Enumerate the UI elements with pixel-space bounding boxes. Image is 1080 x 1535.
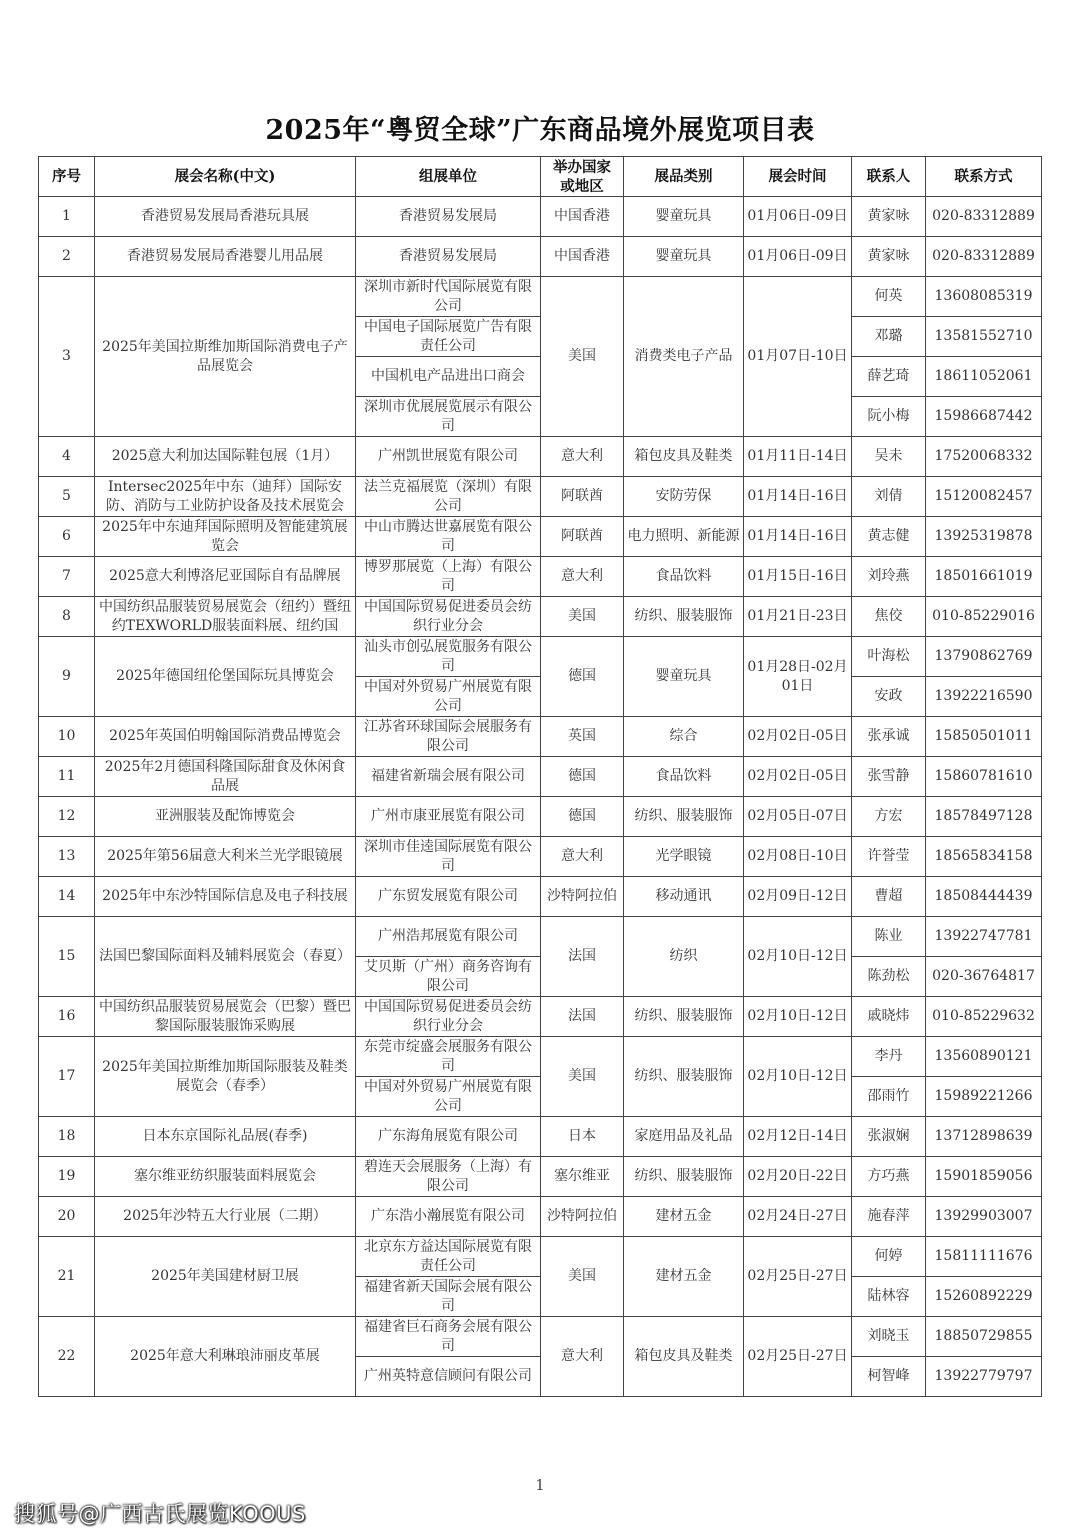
category-cell: 移动通讯 <box>624 877 744 917</box>
category-cell: 消费类电子产品 <box>624 277 744 437</box>
table-row <box>39 877 1042 917</box>
country-cell: 英国 <box>541 717 624 757</box>
header-cell: 联系方式 <box>926 157 1042 197</box>
watermark: 搜狐号@广西古氏展览KOOUS <box>14 1502 306 1526</box>
country-cell: 沙特阿拉伯 <box>541 1197 624 1237</box>
table-row <box>39 597 1042 637</box>
contact-phone-cell: 15850501011 <box>926 717 1042 757</box>
table-row <box>39 277 1042 317</box>
category-cell: 纺织、服装服饰 <box>624 797 744 837</box>
organizer-cell: 中山市腾达世嘉展览有限公司 <box>356 517 541 557</box>
contact-phone-cell: 13922779797 <box>926 1357 1042 1397</box>
exhibition-name-cell: 2025年沙特五大行业展（二期） <box>95 1197 356 1237</box>
organizer-cell: 东莞市绽盛会展服务有限公司 <box>356 1037 541 1077</box>
category-cell: 综合 <box>624 717 744 757</box>
contact-phone-cell: 020-83312889 <box>926 197 1042 237</box>
contact-person-cell: 邓璐 <box>852 317 926 357</box>
contact-person-cell: 叶海松 <box>852 637 926 677</box>
date-cell: 02月10日-12日 <box>744 1037 852 1117</box>
contact-person-cell: 陈业 <box>852 917 926 957</box>
table-row <box>39 237 1042 277</box>
exhibition-name-cell: 香港贸易发展局香港玩具展 <box>95 197 356 237</box>
organizer-cell: 广东浩小瀚展览有限公司 <box>356 1197 541 1237</box>
date-cell: 02月10日-12日 <box>744 997 852 1037</box>
organizer-cell: 福建省新天国际会展有限公司 <box>356 1277 541 1317</box>
category-cell: 家庭用品及礼品 <box>624 1117 744 1157</box>
exhibition-name-cell: 2025年中东迪拜国际照明及智能建筑展览会 <box>95 517 356 557</box>
contact-person-cell: 张淑娴 <box>852 1117 926 1157</box>
contact-phone-cell: 18501661019 <box>926 557 1042 597</box>
organizer-cell: 中国对外贸易广州展览有限公司 <box>356 1077 541 1117</box>
table-row <box>39 837 1042 877</box>
country-cell: 美国 <box>541 277 624 437</box>
contact-person-cell: 李丹 <box>852 1037 926 1077</box>
seq-cell: 11 <box>39 757 95 797</box>
exhibition-name-cell: 2025年第56届意大利米兰光学眼镜展 <box>95 837 356 877</box>
table-row <box>39 1237 1042 1277</box>
exhibition-name-cell: 2025意大利博洛尼亚国际自有品牌展 <box>95 557 356 597</box>
exhibition-name-cell: 2025年美国建材厨卫展 <box>95 1237 356 1317</box>
table-row <box>39 197 1042 237</box>
country-cell: 美国 <box>541 597 624 637</box>
category-cell: 箱包皮具及鞋类 <box>624 1317 744 1397</box>
category-cell: 纺织、服装服饰 <box>624 1037 744 1117</box>
contact-person-cell: 何婷 <box>852 1237 926 1277</box>
country-cell: 德国 <box>541 637 624 717</box>
organizer-cell: 博罗那展览（上海）有限公司 <box>356 557 541 597</box>
contact-person-cell: 邵雨竹 <box>852 1077 926 1117</box>
contact-phone-cell: 010-85229632 <box>926 997 1042 1037</box>
country-cell: 法国 <box>541 997 624 1037</box>
organizer-cell: 中国电子国际展览广告有限责任公司 <box>356 317 541 357</box>
exhibition-name-cell: 2025意大利加达国际鞋包展（1月） <box>95 437 356 477</box>
country-cell: 德国 <box>541 797 624 837</box>
exhibition-name-cell: 2025年美国拉斯维加斯国际消费电子产品展览会 <box>95 277 356 437</box>
organizer-cell: 北京东方益达国际展览有限责任公司 <box>356 1237 541 1277</box>
date-cell: 02月20日-22日 <box>744 1157 852 1197</box>
category-cell: 纺织、服装服饰 <box>624 1157 744 1197</box>
contact-phone-cell: 15811111676 <box>926 1237 1042 1277</box>
date-cell: 01月07日-10日 <box>744 277 852 437</box>
date-cell: 02月02日-05日 <box>744 717 852 757</box>
country-cell: 意大利 <box>541 437 624 477</box>
contact-phone-cell: 18578497128 <box>926 797 1042 837</box>
category-cell: 婴童玩具 <box>624 637 744 717</box>
organizer-cell: 汕头市创弘展览服务有限公司 <box>356 637 541 677</box>
seq-cell: 10 <box>39 717 95 757</box>
country-cell: 中国香港 <box>541 237 624 277</box>
country-cell: 法国 <box>541 917 624 997</box>
organizer-cell: 深圳市新时代国际展览有限公司 <box>356 277 541 317</box>
contact-phone-cell: 020-83312889 <box>926 237 1042 277</box>
organizer-cell: 深圳市佳逵国际展览有限公司 <box>356 837 541 877</box>
header-cell: 展会时间 <box>744 157 852 197</box>
contact-person-cell: 陆林容 <box>852 1277 926 1317</box>
contact-person-cell: 曹超 <box>852 877 926 917</box>
header-cell: 展会名称(中文) <box>95 157 356 197</box>
table-row <box>39 437 1042 477</box>
exhibition-name-cell: 2025年中东沙特国际信息及电子科技展 <box>95 877 356 917</box>
contact-person-cell: 刘玲燕 <box>852 557 926 597</box>
exhibition-name-cell: 香港贸易发展局香港婴儿用品展 <box>95 237 356 277</box>
date-cell: 01月11日-14日 <box>744 437 852 477</box>
contact-phone-cell: 13608085319 <box>926 277 1042 317</box>
contact-person-cell: 薛艺琦 <box>852 357 926 397</box>
organizer-cell: 广州浩邦展览有限公司 <box>356 917 541 957</box>
exhibition-name-cell: 日本东京国际礼品展(春季) <box>95 1117 356 1157</box>
organizer-cell: 中国机电产品进出口商会 <box>356 357 541 397</box>
seq-cell: 9 <box>39 637 95 717</box>
contact-person-cell: 张承诚 <box>852 717 926 757</box>
table-row <box>39 477 1042 517</box>
document-title: 2025年“粤贸全球”广东商品境外展览项目表 <box>265 115 815 146</box>
organizer-cell: 深圳市优展展览展示有限公司 <box>356 397 541 437</box>
contact-phone-cell: 13922747781 <box>926 917 1042 957</box>
contact-person-cell: 方宏 <box>852 797 926 837</box>
contact-person-cell: 何英 <box>852 277 926 317</box>
exhibition-name-cell: 中国纺织品服装贸易展览会（纽约）暨纽约TEXWORLD服装面料展、纽约国 <box>95 597 356 637</box>
contact-phone-cell: 13925319878 <box>926 517 1042 557</box>
category-cell: 安防劳保 <box>624 477 744 517</box>
contact-phone-cell: 15860781610 <box>926 757 1042 797</box>
organizer-cell: 广州市康亚展览有限公司 <box>356 797 541 837</box>
organizer-cell: 中国对外贸易广州展览有限公司 <box>356 677 541 717</box>
organizer-cell: 香港贸易发展局 <box>356 197 541 237</box>
organizer-cell: 广东海角展览有限公司 <box>356 1117 541 1157</box>
exhibition-name-cell: 2025年2月德国科隆国际甜食及休闲食品展 <box>95 757 356 797</box>
organizer-cell: 碧连天会展服务（上海）有限公司 <box>356 1157 541 1197</box>
seq-cell: 5 <box>39 477 95 517</box>
contact-phone-cell: 18850729855 <box>926 1317 1042 1357</box>
contact-person-cell: 张雪静 <box>852 757 926 797</box>
exhibition-table <box>38 156 1042 1397</box>
category-cell: 电力照明、新能源 <box>624 517 744 557</box>
contact-phone-cell: 13790862769 <box>926 637 1042 677</box>
country-cell: 意大利 <box>541 1317 624 1397</box>
exhibition-name-cell: Intersec2025年中东（迪拜）国际安防、消防与工业防护设备及技术展览会 <box>95 477 356 517</box>
table-row <box>39 917 1042 957</box>
country-cell: 意大利 <box>541 837 624 877</box>
contact-person-cell: 戚晓炜 <box>852 997 926 1037</box>
contact-phone-cell: 13712898639 <box>926 1117 1042 1157</box>
exhibition-name-cell: 2025年美国拉斯维加斯国际服装及鞋类展览会（春季） <box>95 1037 356 1117</box>
category-cell: 纺织、服装服饰 <box>624 597 744 637</box>
seq-cell: 21 <box>39 1237 95 1317</box>
contact-person-cell: 施春萍 <box>852 1197 926 1237</box>
date-cell: 02月25日-27日 <box>744 1237 852 1317</box>
contact-person-cell: 黄志健 <box>852 517 926 557</box>
date-cell: 02月08日-10日 <box>744 837 852 877</box>
header-cell: 序号 <box>39 157 95 197</box>
organizer-cell: 中国国际贸易促进委员会纺织行业分会 <box>356 997 541 1037</box>
contact-person-cell: 刘晓玉 <box>852 1317 926 1357</box>
category-cell: 食品饮料 <box>624 557 744 597</box>
seq-cell: 18 <box>39 1117 95 1157</box>
exhibition-name-cell: 亚洲服装及配饰博览会 <box>95 797 356 837</box>
table-row <box>39 757 1042 797</box>
seq-cell: 1 <box>39 197 95 237</box>
organizer-cell: 福建省新瑞会展有限公司 <box>356 757 541 797</box>
country-cell: 阿联酋 <box>541 477 624 517</box>
organizer-cell: 广东贸发展览有限公司 <box>356 877 541 917</box>
table-row <box>39 1037 1042 1077</box>
contact-phone-cell: 17520068332 <box>926 437 1042 477</box>
page-number: 1 <box>535 1476 545 1494</box>
table-row <box>39 997 1042 1037</box>
category-cell: 建材五金 <box>624 1197 744 1237</box>
contact-person-cell: 吴未 <box>852 437 926 477</box>
table-row <box>39 517 1042 557</box>
table-row <box>39 1317 1042 1357</box>
category-cell: 纺织 <box>624 917 744 997</box>
category-cell: 婴童玩具 <box>624 237 744 277</box>
contact-phone-cell: 15120082457 <box>926 477 1042 517</box>
header-row <box>39 157 1042 197</box>
date-cell: 02月02日-05日 <box>744 757 852 797</box>
country-cell: 日本 <box>541 1117 624 1157</box>
contact-phone-cell: 13560890121 <box>926 1037 1042 1077</box>
country-cell: 意大利 <box>541 557 624 597</box>
category-cell: 箱包皮具及鞋类 <box>624 437 744 477</box>
seq-cell: 12 <box>39 797 95 837</box>
contact-person-cell: 焦佼 <box>852 597 926 637</box>
contact-person-cell: 陈劲松 <box>852 957 926 997</box>
date-cell: 01月14日-16日 <box>744 477 852 517</box>
seq-cell: 8 <box>39 597 95 637</box>
organizer-cell: 江苏省环球国际会展服务有限公司 <box>356 717 541 757</box>
contact-person-cell: 刘倩 <box>852 477 926 517</box>
table-row <box>39 797 1042 837</box>
header-cell: 组展单位 <box>356 157 541 197</box>
date-cell: 01月06日-09日 <box>744 237 852 277</box>
country-cell: 塞尔维亚 <box>541 1157 624 1197</box>
contact-person-cell: 阮小梅 <box>852 397 926 437</box>
seq-cell: 3 <box>39 277 95 437</box>
seq-cell: 6 <box>39 517 95 557</box>
date-cell: 01月14日-16日 <box>744 517 852 557</box>
country-cell: 德国 <box>541 757 624 797</box>
table-row <box>39 1157 1042 1197</box>
header-cell: 举办国家或地区 <box>541 157 624 197</box>
contact-person-cell: 方巧燕 <box>852 1157 926 1197</box>
organizer-cell: 广州凯世展览有限公司 <box>356 437 541 477</box>
seq-cell: 7 <box>39 557 95 597</box>
contact-phone-cell: 13581552710 <box>926 317 1042 357</box>
seq-cell: 16 <box>39 997 95 1037</box>
exhibition-name-cell: 塞尔维亚纺织服装面料展览会 <box>95 1157 356 1197</box>
contact-phone-cell: 010-85229016 <box>926 597 1042 637</box>
seq-cell: 19 <box>39 1157 95 1197</box>
contact-phone-cell: 18565834158 <box>926 837 1042 877</box>
exhibition-name-cell: 中国纺织品服装贸易展览会（巴黎）暨巴黎国际服装服饰采购展 <box>95 997 356 1037</box>
contact-phone-cell: 18508444439 <box>926 877 1042 917</box>
contact-phone-cell: 15260892229 <box>926 1277 1042 1317</box>
date-cell: 01月28日-02月01日 <box>744 637 852 717</box>
contact-person-cell: 柯智峰 <box>852 1357 926 1397</box>
seq-cell: 2 <box>39 237 95 277</box>
contact-phone-cell: 15986687442 <box>926 397 1042 437</box>
seq-cell: 13 <box>39 837 95 877</box>
header-cell: 联系人 <box>852 157 926 197</box>
seq-cell: 20 <box>39 1197 95 1237</box>
table-row <box>39 557 1042 597</box>
table-body <box>39 197 1042 1397</box>
seq-cell: 4 <box>39 437 95 477</box>
country-cell: 美国 <box>541 1237 624 1317</box>
seq-cell: 17 <box>39 1037 95 1117</box>
exhibition-name-cell: 2025年英国伯明翰国际消费品博览会 <box>95 717 356 757</box>
exhibition-name-cell: 法国巴黎国际面料及辅料展览会（春夏） <box>95 917 356 997</box>
organizer-cell: 香港贸易发展局 <box>356 237 541 277</box>
date-cell: 01月21日-23日 <box>744 597 852 637</box>
date-cell: 02月10日-12日 <box>744 917 852 997</box>
date-cell: 02月05日-07日 <box>744 797 852 837</box>
date-cell: 02月09日-12日 <box>744 877 852 917</box>
contact-person-cell: 许誉莹 <box>852 837 926 877</box>
date-cell: 01月15日-16日 <box>744 557 852 597</box>
date-cell: 02月24日-27日 <box>744 1197 852 1237</box>
contact-phone-cell: 13922216590 <box>926 677 1042 717</box>
exhibition-name-cell: 2025年德国纽伦堡国际玩具博览会 <box>95 637 356 717</box>
country-cell: 阿联酋 <box>541 517 624 557</box>
category-cell: 婴童玩具 <box>624 197 744 237</box>
date-cell: 01月06日-09日 <box>744 197 852 237</box>
contact-phone-cell: 15901859056 <box>926 1157 1042 1197</box>
seq-cell: 22 <box>39 1317 95 1397</box>
contact-person-cell: 安政 <box>852 677 926 717</box>
organizer-cell: 法兰克福展览（深圳）有限公司 <box>356 477 541 517</box>
contact-person-cell: 黄家咏 <box>852 237 926 277</box>
date-cell: 02月12日-14日 <box>744 1117 852 1157</box>
organizer-cell: 福建省巨石商务会展有限公司 <box>356 1317 541 1357</box>
organizer-cell: 中国国际贸易促进委员会纺织行业分会 <box>356 597 541 637</box>
organizer-cell: 广州英特意信顾问有限公司 <box>356 1357 541 1397</box>
contact-phone-cell: 020-36764817 <box>926 957 1042 997</box>
contact-person-cell: 黄家咏 <box>852 197 926 237</box>
category-cell: 食品饮料 <box>624 757 744 797</box>
contact-phone-cell: 15989221266 <box>926 1077 1042 1117</box>
category-cell: 纺织、服装服饰 <box>624 997 744 1037</box>
header-cell: 展品类别 <box>624 157 744 197</box>
organizer-cell: 艾贝斯（广州）商务咨询有限公司 <box>356 957 541 997</box>
table-row <box>39 1197 1042 1237</box>
country-cell: 美国 <box>541 1037 624 1117</box>
table-row <box>39 637 1042 677</box>
contact-phone-cell: 13929903007 <box>926 1197 1042 1237</box>
country-cell: 沙特阿拉伯 <box>541 877 624 917</box>
contact-phone-cell: 18611052061 <box>926 357 1042 397</box>
table-row <box>39 717 1042 757</box>
category-cell: 光学眼镜 <box>624 837 744 877</box>
seq-cell: 14 <box>39 877 95 917</box>
seq-cell: 15 <box>39 917 95 997</box>
category-cell: 建材五金 <box>624 1237 744 1317</box>
country-cell: 中国香港 <box>541 197 624 237</box>
table-row <box>39 1117 1042 1157</box>
date-cell: 02月25日-27日 <box>744 1317 852 1397</box>
exhibition-name-cell: 2025年意大利琳琅沛丽皮革展 <box>95 1317 356 1397</box>
